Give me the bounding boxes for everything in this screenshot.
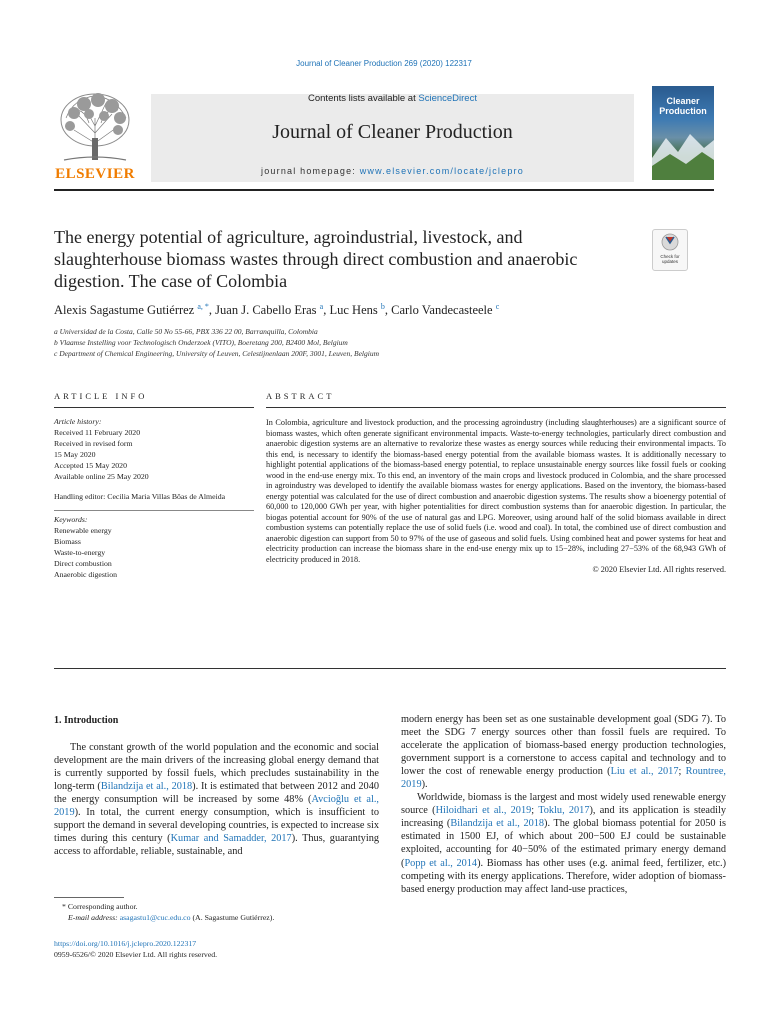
affiliation-a: a Universidad de la Costa, Calle 50 No 55-66, PBX 336 22 00, Barranquilla, Colombia [54, 327, 318, 336]
keywords-label: Keywords: [54, 510, 254, 525]
contents-prefix: Contents lists available at [308, 93, 419, 104]
abstract-bottom-rule [54, 668, 726, 669]
email-link[interactable]: asagastu1@cuc.edu.co [119, 913, 191, 922]
update-ribbon-icon [661, 233, 679, 253]
footnote-rule [54, 897, 124, 898]
author-name[interactable]: Luc Hens [329, 303, 378, 318]
citation-link[interactable]: Bilandzija et al., 2018 [450, 818, 545, 830]
keyword-item: Waste-to-energy [54, 548, 106, 557]
affiliation-b: b Vlaamse Instelling voor Technologisch Onderzoek (VITO), Boeretang 200, B2400 Mol, Belgium [54, 338, 348, 347]
affiliation-c: c Department of Chemical Engineering, University of Leuven, Celestijnenlaan 200F, 3001, Leuven, Belgium [54, 349, 380, 358]
cover-title: Cleaner Production [659, 96, 707, 116]
intro-right-column [401, 713, 726, 896]
keyword-item: Anaerobic digestion [54, 570, 118, 579]
update-badge-label: Check for updates [660, 254, 680, 264]
citation-link[interactable]: Toklu, 2017 [538, 805, 590, 817]
elsevier-wordmark: ELSEVIER [55, 166, 135, 182]
citation-link[interactable]: Rountree, 2019 [401, 766, 726, 791]
citation-link[interactable]: Popp et al., 2014 [404, 857, 478, 869]
cover-mountains [652, 130, 714, 180]
author-affiliation-marker[interactable]: a [319, 302, 324, 311]
history-item: Available online 25 May 2020 [54, 472, 149, 481]
intro-paragraph: modern energy has been set as one sustainable development goal (SDG 7). To meet the SDG 7 energy sources other than fossil fuels are required. To accelerate the application of biomass-based energy production technologies, government support is a cornerstone to access capital and technology and to lower the cost of renewable energy production (Liu et al., 2017; Rountree, 2019). [401, 714, 726, 791]
abstract-heading: ABSTRACT [266, 391, 335, 401]
publication-info [54, 938, 384, 960]
keyword-item: Renewable energy [54, 526, 112, 535]
footnote-block [54, 901, 384, 923]
abstract-copyright: © 2020 Elsevier Ltd. All rights reserved. [592, 565, 726, 574]
email-line: E-mail address: asagastu1@cuc.edu.co (A. Sagastume Gutiérrez). [68, 913, 275, 922]
author-affiliation-marker[interactable]: b [380, 302, 385, 311]
article-info-column [54, 416, 254, 580]
journal-title: Journal of Cleaner Production [272, 121, 513, 143]
handling-editor: Handling editor: Cecilia Maria Villas Bôas de Almeida [54, 492, 226, 501]
author-name[interactable]: Juan J. Cabello Eras [215, 303, 317, 318]
journal-homepage [151, 166, 634, 176]
issn-copyright: 0959-6526/© 2020 Elsevier Ltd. All rights reserved. [54, 950, 218, 959]
abstract-rule [266, 407, 726, 408]
header-divider [54, 189, 714, 191]
homepage-link[interactable]: www.elsevier.com/locate/jclepro [359, 166, 524, 176]
check-for-updates-badge[interactable] [652, 229, 688, 271]
citation-link[interactable]: Hiloidhari et al., 2019 [435, 805, 532, 817]
history-item: Received in revised form [54, 439, 133, 448]
history-item: Received 11 February 2020 [54, 428, 141, 437]
author-list: Alexis Sagastume Gutiérrez $^{a, *}$, Juan J. Cabello Eras $^a$, Luc Hens $^b$, Carlo Vandecasteele $^c$ [54, 302, 500, 318]
keyword-item: Biomass [54, 537, 81, 546]
abstract-text: In Colombia, agriculture and livestock production, and the processing agroindustry (including slaughterhouses) are a significant source of biomass wastes, which often generate significant environmental impacts. Waste-to-energy technologies, particularly direct combustion and anaerobic digestion systems are an alternative to revalorize these wastes as energy sources while reducing their environmental impacts. To this end, is necessary to identify the biomass-based energy potential from the available biomass wastes. It is additionally necessary to highlight potential applications of the biomass-based energy potential, to replace unsustainable energy sources like fossil fuels or cooking wood in the end-use energy mix. To this end, an inventory of the main crops and livestock produced in Colombia, and the share processed in agroindustry was developed to identify the available biomass wastes for energy applications. Based on the inventory, the biomass-based energy potential was calculated for the use of direct combustion and anaerobic digestion systems. The results show a bioenergy potential of 60,000 to 120,000 GWh per year, with higher potentialities for direct combustion systems than for anaerobic digestion. In particular, the biogas potential account for 90% of the use of natural gas and LPG. Moreover, using around half of the solid biomass available in direct combustion systems can potentially replace the use of solid fuels (i.e. wood and coal). In total, the combined use of direct combustion and anaerobic digestion can support from 50 to 97% of the use of gaseous and solid fuels. Using combined heat and power systems for heat and electricity production can increase the biomass share in the end-use energy mix up to 15−28%, including 27−53% of the 68,943 GWh of electricity produced in 2018. [266, 418, 726, 564]
citation-link[interactable]: Kumar and Samadder, 2017 [170, 833, 292, 845]
citation-link[interactable]: Avcioğlu et al., 2019 [54, 794, 379, 819]
journal-citation[interactable]: Journal of Cleaner Production 269 (2020) 122317 [296, 59, 472, 68]
sciencedirect-link[interactable]: ScienceDirect [418, 93, 477, 104]
history-item: 15 May 2020 [54, 450, 96, 459]
corresponding-author-note: * Corresponding author. [62, 902, 138, 911]
intro-left-column: The constant growth of the world population and the economic and social development are the main drivers of the increasing global energy demand that is currently supported by fossil fuels, which precludes sustainability in the long-term (Bilandzija et al., 2018). It is estimated that between 2012 and 2040 the energy consumption will be increased by some 48% (Avcioğlu et al., 2019). In total, the current energy consumption, which is insufficient to support the demand in several developing countries, is expected to increase six times during this century (Kumar and Samadder, 2017). Thus, guarantying access to affordable, reliable, sustainable, and [54, 742, 379, 858]
section-heading-introduction: 1. Introduction [54, 715, 119, 726]
homepage-prefix: journal homepage: [261, 166, 360, 176]
author-name[interactable]: Alexis Sagastume Gutiérrez [54, 303, 195, 318]
article-info-rule [54, 407, 254, 408]
history-label: Article history: [54, 417, 102, 426]
author-affiliation-marker[interactable]: c [495, 302, 500, 311]
author-name[interactable]: Carlo Vandecasteele [391, 303, 493, 318]
author-affiliation-marker[interactable]: a, * [197, 302, 209, 311]
history-item: Accepted 15 May 2020 [54, 461, 127, 470]
paper-title: The energy potential of agriculture, agroindustrial, livestock, and slaughterhouse biomass wastes through direct combustion and anaerobic digestion. The case of Colombia [54, 227, 578, 291]
abstract-body [266, 418, 726, 576]
intro-paragraph: Worldwide, biomass is the largest and most widely used renewable energy source (Hiloidhari et al., 2019; Toklu, 2017), and its application is steadily increasing (Bilandzija et al., 2018). The global biomass potential for 2050 is estimated in 1500 EJ, of which about 200−500 EJ could be sustainable exploited, accounting for 40−50% of the estimated primary energy demand (Popp et al., 2014). Biomass has other uses (e.g. animal feed, fertilizer, etc.) competing with its energy applications. Therefore, wider adoption of biomass-based energy production may affect land-use practices, [401, 792, 727, 895]
citation-link[interactable]: Liu et al., 2017 [610, 766, 679, 778]
citation-link[interactable]: Bilandzija et al., 2018 [100, 781, 193, 793]
contents-availability [151, 93, 634, 104]
doi-link[interactable]: https://doi.org/10.1016/j.jclepro.2020.122317 [54, 939, 197, 948]
journal-cover-image[interactable] [652, 86, 714, 180]
keyword-item: Direct combustion [54, 559, 112, 568]
article-info-heading: ARTICLE INFO [54, 391, 148, 401]
